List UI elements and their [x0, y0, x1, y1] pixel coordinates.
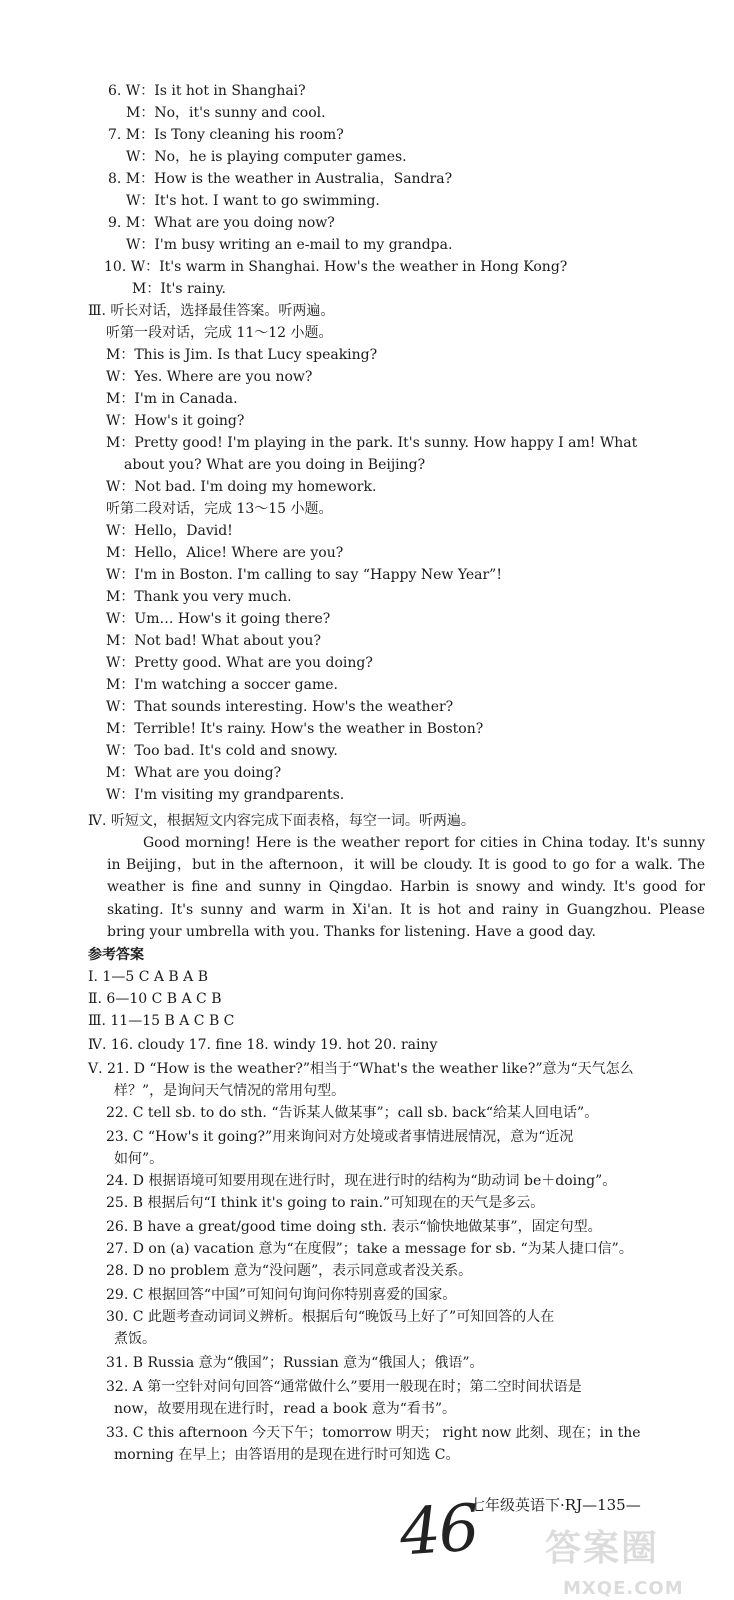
- explanation-line: 28. D no problem 意为“没问题”，表示同意或者没关系。: [106, 1263, 473, 1279]
- explanation-line: morning 在早上；由答语用的是现在进行时可知选 C。: [114, 1447, 460, 1463]
- explanation-line: now，故要用现在进行时，read a book 意为“看书”。: [114, 1401, 457, 1417]
- explanation-line: 23. C “How's it going?”用来询问对方处境或者事情进展情况，意为“近况: [106, 1129, 574, 1145]
- dialogue-line: W：I'm visiting my grandparents.: [106, 787, 345, 803]
- dialogue-line: W：Um… How's it going there?: [106, 611, 331, 627]
- explanation-line: Ⅴ. 21. D “How is the weather?”相当于“What's the weather like?”意为“天气怎么: [88, 1061, 634, 1077]
- explanation-line: 22. C tell sb. to do sth. “告诉某人做某事”；call sb. back“给某人回电话”。: [106, 1105, 599, 1121]
- dialogue-line: M：What are you doing?: [106, 765, 282, 781]
- dialogue-intro: 听第一段对话，完成 11～12 小题。: [106, 325, 333, 341]
- dialogue-line: M：Thank you very much.: [106, 589, 292, 605]
- dialogue-line: M：Not bad! What about you?: [106, 633, 321, 649]
- dialogue-line: M：Terrible! It's rainy. How's the weather in Boston?: [106, 721, 484, 737]
- dialogue-line: M：Pretty good! I'm playing in the park. It's sunny. How happy I am! What: [106, 435, 638, 451]
- dialogue-line: 10. W：It's warm in Shanghai. How's the weather in Hong Kong?: [104, 259, 568, 275]
- dialogue-line: W：I'm in Boston. I'm calling to say “Happy New Year”!: [106, 567, 502, 583]
- explanation-line: 24. D 根据语境可知要用现在进行时，现在进行时的结构为“助动词 be＋doing”。: [106, 1173, 617, 1189]
- answer-row: Ⅲ. 11—15 B A C B C: [88, 1013, 235, 1029]
- dialogue-line: 6. W：Is it hot in Shanghai?: [108, 83, 306, 99]
- dialogue-line: M：Hello，Alice! Where are you?: [106, 545, 344, 561]
- explanation-line: 26. B have a great/good time doing sth. 表示“愉快地做某事”，固定句型。: [106, 1219, 602, 1235]
- page-footer-label: 七年级英语下·RJ—135—: [470, 1496, 641, 1514]
- dialogue-line: 8. M：How is the weather in Australia，Sandra?: [108, 171, 453, 187]
- watermark-main-text: 答案圈: [545, 1528, 660, 1569]
- dialogue-line: M：No，it's sunny and cool.: [126, 105, 326, 121]
- dialogue-line: about you? What are you doing in Beijing?: [124, 457, 426, 473]
- dialogue-line: W：That sounds interesting. How's the weather?: [106, 699, 454, 715]
- explanation-line: 样？”，是询问天气情况的常用句型。: [114, 1083, 346, 1099]
- section-header: Ⅳ. 听短文，根据短文内容完成下面表格，每空一词。听两遍。: [88, 813, 475, 829]
- dialogue-line: W：I'm busy writing an e-mail to my grandpa.: [126, 237, 453, 253]
- explanation-line: 25. B 根据后句“I think it's going to rain.”可知现在的天气是多云。: [106, 1195, 545, 1211]
- dialogue-line: M：I'm in Canada.: [106, 391, 238, 407]
- explanation-line: 33. C this afternoon 今天下午；tomorrow 明天； right now 此刻、现在；in the: [106, 1425, 641, 1441]
- dialogue-line: W：Yes. Where are you now?: [106, 369, 313, 385]
- answer-row: Ⅳ. 16. cloudy 17. fine 18. windy 19. hot 20. rainy: [88, 1037, 438, 1053]
- dialogue-line: W：It's hot. I want to go swimming.: [126, 193, 380, 209]
- explanation-line: 32. A 第一空针对问句回答“通常做什么”要用一般现在时；第二空时间状语是: [106, 1379, 582, 1395]
- explanation-line: 煮饭。: [114, 1331, 156, 1347]
- answer-row: Ⅰ. 1—5 C A B A B: [88, 969, 209, 985]
- dialogue-line: 9. M：What are you doing now?: [108, 215, 335, 231]
- dialogue-line: 7. M：Is Tony cleaning his room?: [108, 127, 344, 143]
- answers-header: 参考答案: [88, 947, 144, 963]
- explanation-line: 27. D on (a) vacation 意为“在度假”；take a message for sb. “为某人捷口信”。: [106, 1241, 633, 1257]
- dialogue-line: W：No，he is playing computer games.: [126, 149, 407, 165]
- answer-row: Ⅱ. 6—10 C B A C B: [88, 991, 222, 1007]
- dialogue-line: W：How's it going?: [106, 413, 245, 429]
- dialogue-line: W：Not bad. I'm doing my homework.: [106, 479, 377, 495]
- explanation-line: 31. B Russia 意为“俄国”；Russian 意为“俄国人；俄语”。: [106, 1355, 484, 1371]
- dialogue-intro: 听第二段对话，完成 13～15 小题。: [106, 501, 333, 517]
- dialogue-line: W：Pretty good. What are you doing?: [106, 655, 373, 671]
- passage-text: Good morning! Here is the weather report for cities in China today. It's sunny in Beijing，but in the afternoon，it will be cloudy. It is good to go for a walk. The weather is fine and sunny in Qingdao. Harbin is snowy and windy. It's good for skating. It's sunny and warm in Xi'an. It is hot and rainy in Guangzhou. Please bring your umbrella with you. Thanks for listening. Have a good day.: [107, 835, 705, 940]
- explanation-line: 29. C 根据回答“中国”可知问句询问你特别喜爱的国家。: [106, 1287, 457, 1303]
- handwritten-page-number: 46: [397, 1491, 480, 1571]
- watermark-sub-text: MXQE.COM: [563, 1578, 684, 1599]
- explanation-line: 30. C 此题考查动词词义辨析。根据后句“晚饭马上好了”可知回答的人在: [106, 1309, 555, 1325]
- section-header: Ⅲ. 听长对话，选择最佳答案。听两遍。: [88, 303, 335, 319]
- dialogue-line: M：It's rainy.: [132, 281, 227, 297]
- explanation-line: 如何”。: [114, 1151, 164, 1167]
- dialogue-line: W：Hello，David!: [106, 523, 233, 539]
- dialogue-line: M：This is Jim. Is that Lucy speaking?: [106, 347, 378, 363]
- dialogue-line: M：I'm watching a soccer game.: [106, 677, 338, 693]
- watermark-logo: [545, 1528, 684, 1599]
- dialogue-line: W：Too bad. It's cold and snowy.: [106, 743, 338, 759]
